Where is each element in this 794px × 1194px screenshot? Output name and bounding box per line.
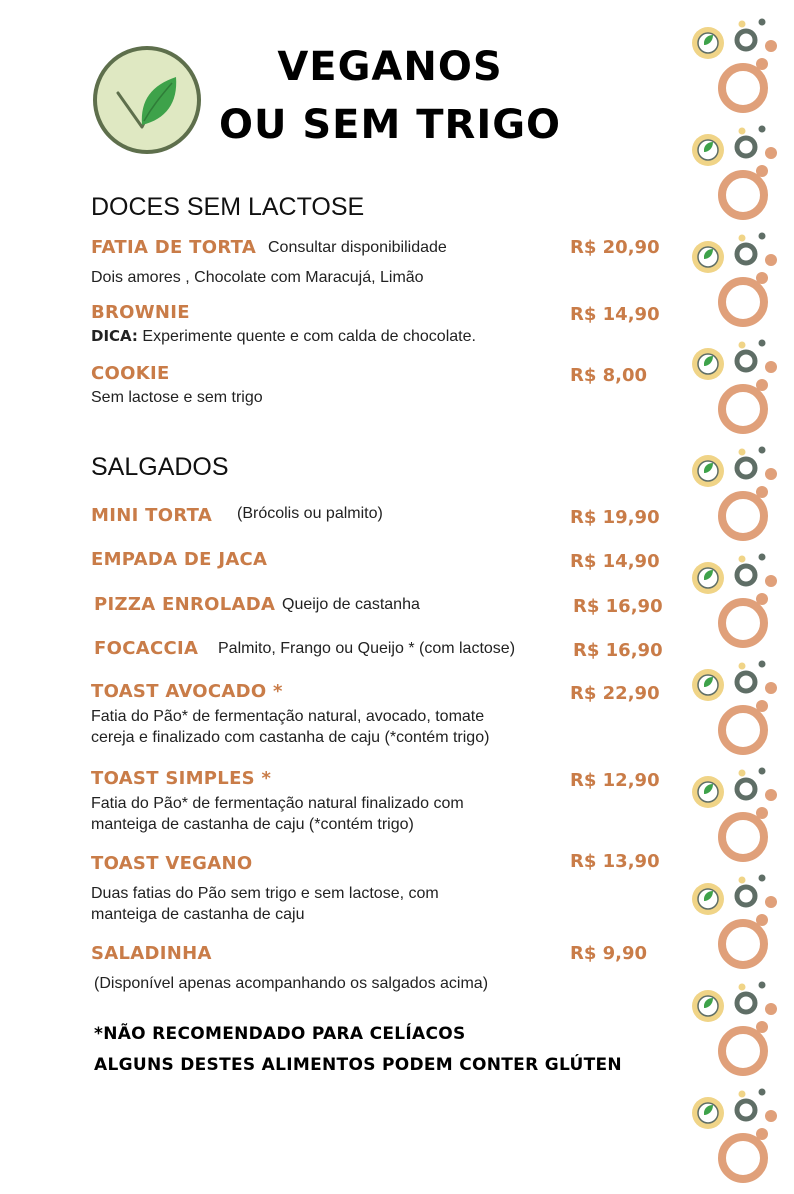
item-name-toast-simples: TOAST SIMPLES * — [91, 768, 272, 789]
page-title-line1: VEGANOS — [277, 44, 503, 90]
item-name-brownie: BROWNIE — [91, 302, 190, 323]
vegan-logo — [92, 45, 202, 155]
item-name-fatia-de-torta: FATIA DE TORTA — [91, 237, 257, 258]
item-name-empada-de-jaca: EMPADA DE JACA — [91, 549, 268, 570]
decorative-motif — [680, 1082, 790, 1194]
footer-warning-celiacos: *NÃO RECOMENDADO PARA CELÍACOS — [94, 1024, 466, 1044]
item-desc-fatia-de-torta: Dois amores , Chocolate com Maracujá, Limão — [91, 269, 424, 286]
decorative-motif — [680, 547, 790, 659]
item-name-focaccia: FOCACCIA — [94, 638, 199, 659]
item-price-toast-simples: R$ 12,90 — [570, 770, 660, 791]
decorative-pattern — [680, 0, 794, 1123]
item-price-mini-torta: R$ 19,90 — [570, 507, 660, 528]
item-price-brownie: R$ 14,90 — [570, 304, 660, 325]
item-note-fatia-de-torta: Consultar disponibilidade — [268, 239, 447, 256]
tip-label: DICA: — [91, 327, 138, 345]
tip-text: Experimente quente e com calda de chocolate. — [142, 328, 476, 345]
item-note-mini-torta: (Brócolis ou palmito) — [237, 505, 383, 522]
section-title-salgados: SALGADOS — [91, 453, 229, 481]
item-price-saladinha: R$ 9,90 — [570, 943, 648, 964]
item-note-pizza-enrolada: Queijo de castanha — [282, 596, 420, 613]
item-desc-brownie — [91, 326, 476, 347]
item-desc-cookie: Sem lactose e sem trigo — [91, 389, 263, 406]
item-name-saladinha: SALADINHA — [91, 943, 212, 964]
decorative-motif — [680, 119, 790, 231]
item-desc-toast-avocado-line1: Fatia do Pão* de fermentação natural, avocado, tomate — [91, 708, 485, 725]
item-price-cookie: R$ 8,00 — [570, 365, 648, 386]
decorative-motif — [680, 868, 790, 980]
item-desc-toast-avocado-line2: cereja e finalizado com castanha de caju (*contém trigo) — [91, 729, 490, 746]
decorative-motif — [680, 975, 790, 1087]
item-price-toast-avocado: R$ 22,90 — [570, 683, 660, 704]
item-price-fatia-de-torta: R$ 20,90 — [570, 237, 660, 258]
item-price-pizza-enrolada: R$ 16,90 — [573, 596, 663, 617]
item-desc-toast-simples-line2: manteiga de castanha de caju (*contém trigo) — [91, 816, 414, 833]
section-title-doces: DOCES SEM LACTOSE — [91, 193, 365, 221]
decorative-motif — [680, 761, 790, 873]
item-desc-toast-simples-line1: Fatia do Pão* de fermentação natural finalizado com — [91, 795, 464, 812]
item-name-pizza-enrolada: PIZZA ENROLADA — [94, 594, 276, 615]
page-title-line2: OU SEM TRIGO — [218, 102, 562, 148]
item-desc-toast-vegano-line2: manteiga de castanha de caju — [91, 906, 305, 923]
vegan-leaf-icon — [92, 45, 202, 155]
decorative-motif — [680, 654, 790, 766]
item-name-toast-avocado: TOAST AVOCADO * — [91, 681, 283, 702]
item-name-mini-torta: MINI TORTA — [91, 505, 213, 526]
item-price-focaccia: R$ 16,90 — [573, 640, 663, 661]
decorative-motif — [680, 333, 790, 445]
item-price-toast-vegano: R$ 13,90 — [570, 851, 660, 872]
item-price-empada-de-jaca: R$ 14,90 — [570, 551, 660, 572]
decorative-motif — [680, 226, 790, 338]
decorative-motif — [680, 440, 790, 552]
item-desc-saladinha: (Disponível apenas acompanhando os salgados acima) — [94, 975, 489, 992]
item-note-focaccia: Palmito, Frango ou Queijo * (com lactose) — [218, 640, 516, 657]
item-name-cookie: COOKIE — [91, 363, 170, 384]
footer-warning-gluten: ALGUNS DESTES ALIMENTOS PODEM CONTER GLÚTEN — [94, 1055, 622, 1075]
item-desc-toast-vegano-line1: Duas fatias do Pão sem trigo e sem lactose, com — [91, 885, 439, 902]
decorative-motif — [680, 12, 790, 124]
item-name-toast-vegano: TOAST VEGANO — [91, 853, 253, 874]
